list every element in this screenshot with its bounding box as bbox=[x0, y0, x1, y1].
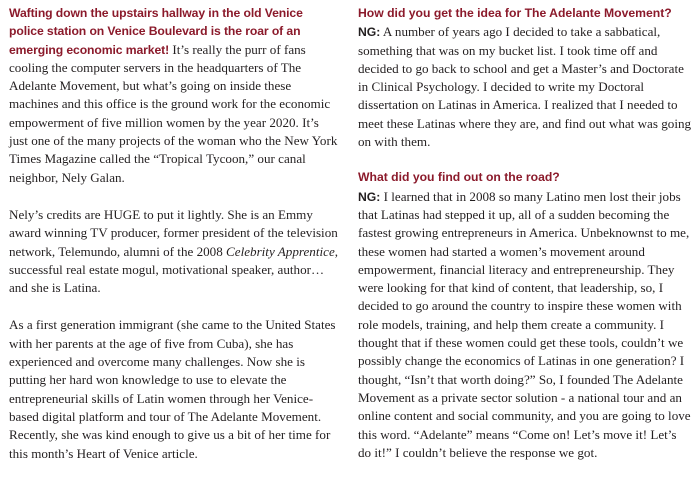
intro-body-text: It’s really the purr of fans cooling the computer servers in the headquarters of The Adelante Movement, but what’s going on inside these machines and this office is the ground work for the economic empowerment of five million women by the year 2020. It’s just one of the many projects of the woman who the New York Times Magazine called the “Tropical Tycoon,” our canal neighbor, Nely Galan. bbox=[9, 41, 338, 185]
intro-paragraph bbox=[9, 4, 340, 187]
credits-paragraph bbox=[9, 206, 340, 297]
background-paragraph bbox=[9, 316, 340, 462]
speaker-label: NG: bbox=[358, 25, 381, 40]
answer-2-text: I learned that in 2008 so many Latino men lost their jobs that Latinas had stepped it up, all of a sudden becoming the fastest growing entrepreneurs in America. Unbeknownst to me, these women had started a women’s movement around empowerment, financial literacy and entrepreneurship. They were looking for that kind of content, that leadership, so, I decided to go around the country to inspire these women with role models, training, and help them create a community. I thought that if these women could get these tools, couldn’t we possibly change the economics of Latinas in one generation? I thought, “Isn’t that worth doing?” So, I founded The Adelante Movement as a private sector solution - a national tour and an online content and social community, and you are going to love this word. “Adelante” means “Come on! Let’s move it! Let’s do it!” I couldn’t believe the response we got. bbox=[358, 188, 691, 460]
left-column bbox=[9, 4, 340, 482]
right-column bbox=[358, 4, 692, 479]
answer-1-text: A number of years ago I decided to take a sabbatical, something that was on my bucket list. I took time off and decided to go back to school and get a Master’s and Doctorate in Clinical Psychology. I decided to write my Doctoral dissertation on Latinas in America. I realized that I needed to meet these Latinas where they are, and find out what was going on with them. bbox=[358, 24, 692, 150]
celebrity-apprentice-title: Celebrity Apprentice bbox=[226, 243, 335, 259]
interview-question-1: How did you get the idea for The Adelante Movement? bbox=[358, 6, 672, 20]
lead-in-text: Wafting down the upstairs hallway in the old Venice police station on Venice Boulevard is the roar of an emerging economic market! bbox=[9, 6, 303, 57]
speaker-label: NG: bbox=[358, 189, 381, 204]
background-text: As a first generation immigrant (she came to the United States with her parents at the age of five from Cuba), she has experienced and overcome many challenges. Now she is putting her hard won knowledge to use to elevate the entrepreneurial skills of Latin women through her Venice-based digital platform and tour of The Adelante Movement. Recently, she was kind enough to give us a bit of her time for this month’s Heart of Venice article. bbox=[9, 317, 336, 461]
credits-text-start: Nely’s credits are HUGE to put it lightly. She is an Emmy award winning TV producer, former president of the television network, Telemundo, alumni of the 2008 bbox=[9, 206, 338, 259]
credits-text-end: , successful real estate mogul, motivational speaker, author…and she is Latina. bbox=[9, 243, 339, 296]
interview-answer-1 bbox=[358, 23, 692, 151]
interview-question-2: What did you find out on the road? bbox=[358, 170, 560, 185]
